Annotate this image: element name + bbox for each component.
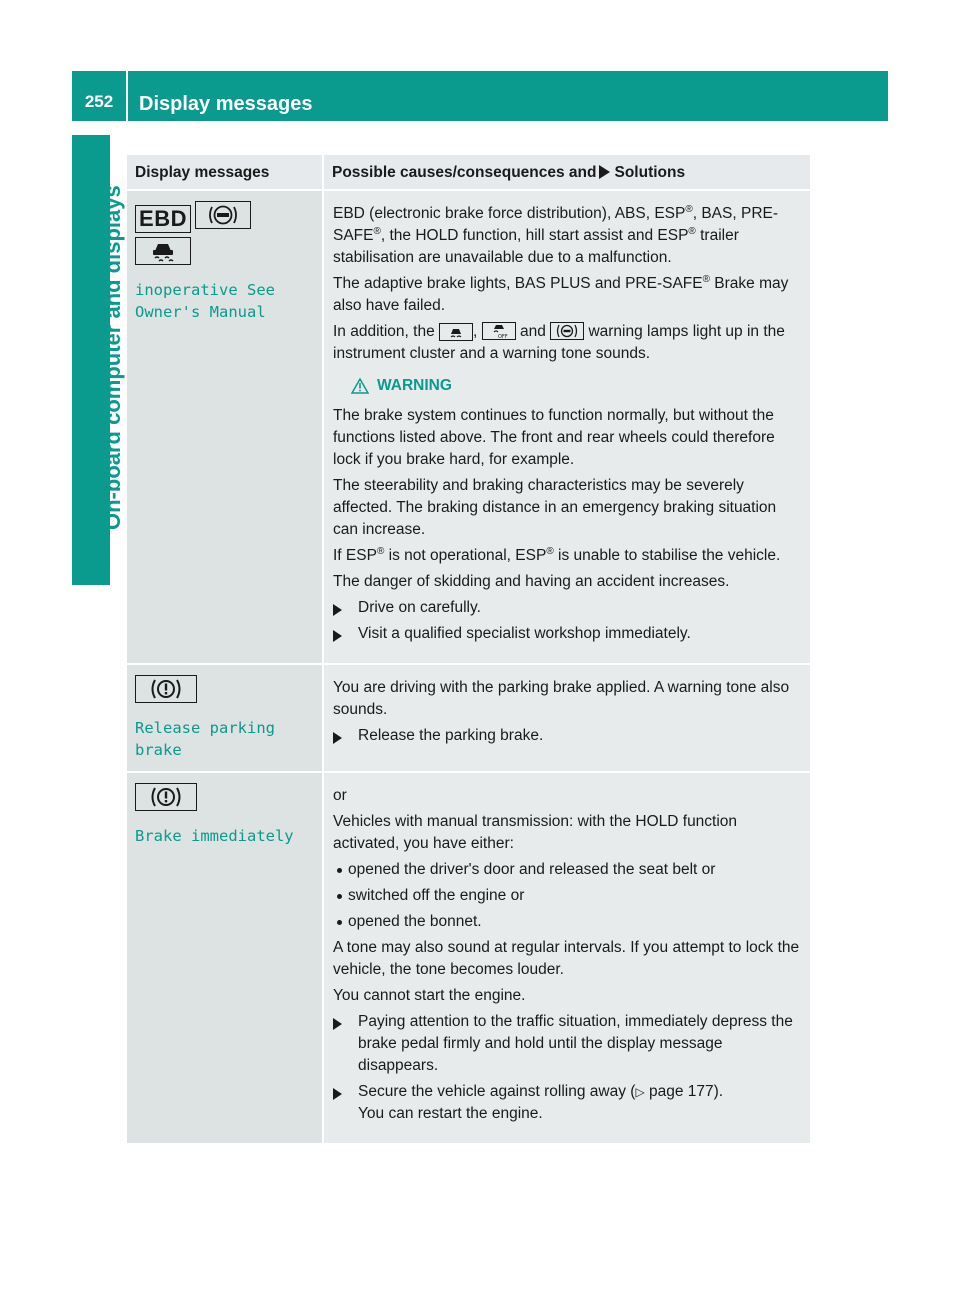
paragraph	[333, 273, 804, 317]
action-step	[333, 725, 804, 747]
text: The adaptive brake lights, BAS PLUS and PRE-SAFE	[333, 275, 703, 292]
action-text: Paying attention to the traffic situation, immediately depress the brake pedal firmly and hold until the display message disappears.	[358, 1013, 793, 1074]
page-reference-icon: ▷	[635, 1085, 645, 1099]
warning-triangle-icon	[351, 378, 369, 394]
paragraph: The steerability and braking characteristics may be severely affected. The braking distance in an emergency braking situation can increase.	[333, 477, 777, 538]
text: If ESP	[333, 547, 377, 564]
brake-warning-icon	[135, 675, 197, 703]
esp-off-icon	[482, 322, 516, 340]
table-row	[127, 665, 810, 773]
side-tab-label: On-board computer and displays	[100, 185, 125, 530]
abs-icon	[550, 322, 584, 340]
paragraph	[333, 321, 804, 365]
warning-label: WARNING	[377, 377, 452, 394]
display-message-cell	[127, 191, 322, 663]
action-step	[333, 623, 804, 645]
bullet-icon	[337, 894, 342, 899]
svg-text:OFF: OFF	[497, 334, 508, 339]
causes-solutions-cell	[322, 665, 810, 771]
paragraph: The danger of skidding and having an accident increases.	[333, 573, 730, 590]
action-text: Visit a qualified specialist workshop immediately.	[358, 625, 691, 642]
display-message-text: Release parking brake	[135, 719, 275, 759]
registered-mark: ®	[373, 225, 381, 237]
warning-heading	[351, 375, 804, 397]
causes-solutions-cell	[322, 773, 810, 1143]
display-message-text: Brake immediately	[135, 827, 294, 845]
list-text: switched off the engine or	[348, 887, 525, 904]
esp-warning-icon	[439, 323, 473, 341]
list-text: opened the bonnet.	[348, 913, 482, 930]
list-item	[337, 859, 804, 881]
display-message-cell	[127, 773, 322, 1143]
text: warning lamps light up in the instrument cluster and a warning tone sounds.	[333, 323, 785, 362]
bullet-icon	[337, 868, 342, 873]
action-arrow-icon	[333, 1088, 352, 1100]
action-text: Release the parking brake.	[358, 727, 544, 744]
text: , the HOLD function, hill start assist and ESP	[380, 227, 689, 244]
table-header	[127, 155, 810, 191]
display-message-cell	[127, 665, 322, 771]
table-row	[127, 191, 810, 665]
action-arrow-icon	[333, 630, 352, 642]
page-number: 252	[84, 92, 114, 111]
paragraph: The brake system continues to function normally, but without the functions listed above. The front and rear wheels could therefore lock if you brake hard, for example.	[333, 407, 775, 468]
text: ,	[473, 323, 478, 340]
text: EBD (electronic brake force distribution), ABS, ESP	[333, 205, 686, 222]
action-text: Drive on carefully.	[358, 599, 481, 616]
car-skid-icon	[135, 237, 191, 265]
registered-mark: ®	[685, 203, 693, 215]
page-title: Display messages	[139, 93, 313, 115]
display-messages-table	[127, 155, 810, 1145]
paragraph: A tone may also sound at regular intervals. If you attempt to lock the vehicle, the tone becomes louder.	[333, 939, 800, 978]
action-step	[333, 1081, 804, 1125]
paragraph	[333, 545, 804, 567]
action-text	[358, 1081, 723, 1125]
causes-solutions-cell	[322, 191, 810, 663]
column-header-causes: Possible causes/consequences and	[332, 164, 597, 181]
column-header-solutions-label: Solutions	[614, 164, 686, 181]
action-arrow-icon	[333, 732, 352, 744]
brake-warning-icon	[135, 783, 197, 811]
ebd-symbol: EBD	[135, 205, 191, 233]
table-row	[127, 773, 810, 1145]
text: You can restart the engine.	[358, 1105, 543, 1122]
text: , BAS, PRE-SAFE	[333, 205, 779, 244]
paragraph: Vehicles with manual transmission: with the HOLD function activated, you have either:	[333, 813, 738, 852]
text: is not operational, ESP	[384, 547, 547, 564]
paragraph: You are driving with the parking brake applied. A warning tone also sounds.	[333, 679, 790, 718]
text: In addition, the	[333, 323, 435, 340]
bullet-icon	[337, 920, 342, 925]
text: trailer stabilisation are unavailable due to a malfunction.	[333, 227, 739, 266]
registered-mark: ®	[688, 225, 696, 237]
display-message-text: inoperative See Owner's Manual	[135, 281, 275, 321]
registered-mark: ®	[546, 545, 554, 557]
text: Secure the vehicle against rolling away (	[358, 1083, 636, 1100]
paragraph: or	[333, 787, 347, 804]
action-arrow-icon	[333, 1018, 352, 1030]
action-step	[333, 597, 804, 619]
list-text: opened the driver's door and released the seat belt or	[348, 861, 716, 878]
list-item	[337, 885, 804, 907]
page-reference[interactable]: page 177).	[644, 1083, 724, 1100]
paragraph: You cannot start the engine.	[333, 987, 526, 1004]
paragraph	[333, 203, 804, 269]
abs-icon	[195, 201, 251, 229]
action-step	[333, 1011, 804, 1077]
action-arrow-icon	[333, 604, 352, 616]
text: Brake may also have failed.	[333, 275, 789, 314]
column-header-solutions	[322, 155, 810, 189]
list-item	[337, 911, 804, 933]
column-header-display-messages: Display messages	[135, 164, 270, 181]
action-arrow-icon	[599, 165, 610, 179]
registered-mark: ®	[702, 273, 710, 285]
registered-mark: ®	[376, 545, 385, 557]
text: and	[519, 323, 546, 340]
header-separator	[126, 71, 128, 121]
text: is unable to stabilise the vehicle.	[553, 547, 781, 564]
